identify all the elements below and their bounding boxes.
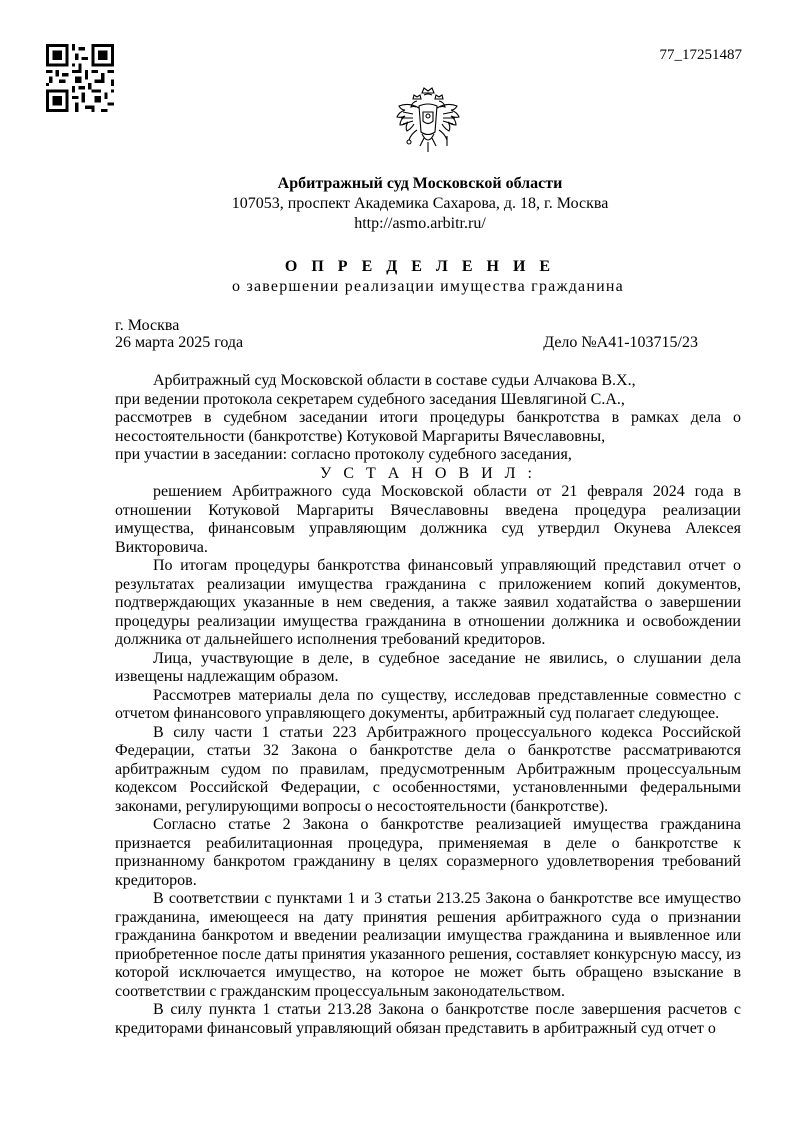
ustanovil-heading: У С Т А Н О В И Л : — [320, 464, 536, 482]
intro-line: при участии в заседании: согласно протоколу судебного заседания, — [115, 446, 572, 463]
document-title: О П Р Е Д Е Л Е Н И Е — [284, 258, 556, 275]
intro-line: Арбитражный суд Московской области в составе судьи Алчакова В.Х., — [153, 372, 636, 389]
paragraph: В силу части 1 статьи 223 Арбитражного процессуального кодекса Российской Федерации, статьи 32 Закона о банкротстве дела о банкротстве рассматриваются арбитражным судом по правилам, предусмотренным Арбитражным процессуальным кодексом Российской Федерации, с особенностями, установленными федеральными законами, регулирующими вопросы о несостоятельности (банкротстве). — [115, 723, 741, 815]
paragraph: решением Арбитражного суда Московской области от 21 февраля 2024 года в отношении Котуковой Маргариты Вячеславовны введена процедура реализации имущества, финансовым управляющим должника суд утвердил Окунева Алексея Викторовича. — [115, 483, 741, 556]
coat-of-arms-icon — [391, 84, 465, 162]
court-website: http://asmo.arbitr.ru/ — [354, 215, 486, 232]
paragraph: В соответствии с пунктами 1 и 3 статьи 213.25 Закона о банкротстве все имущество гражданина, имеющееся на дату принятия решения арбитражного суда о признании гражданина банкротом и введении реализации имущества гражданина и выявленное или приобретенное после даты принятия указанного решения, составляет конкурсную массу, из которой исключается имущество, на которое не может быть обращено взыскание в соответствии с гражданским процессуальным законодательством. — [115, 890, 741, 1000]
court-address: 107053, проспект Академика Сахарова, д. 18, г. Москва — [231, 195, 609, 212]
document-date: 26 марта 2025 года — [115, 334, 244, 351]
intro-line: рассмотрев в судебном заседании итоги процедуры банкротства в рамках дела о несостоятельности (банкротстве) Котуковой Маргариты Вячеславовны, — [115, 409, 741, 445]
document-subtitle: о завершении реализации имущества гражданина — [232, 278, 624, 295]
qr-code-icon — [46, 44, 114, 112]
case-number: Дело №А41-103715/23 — [543, 334, 698, 351]
document-body — [115, 372, 741, 1038]
paragraph: Лица, участвующие в деле, в судебное заседание не явились, о слушании дела извещены надлежащим образом. — [115, 649, 741, 685]
paragraph: В силу пункта 1 статьи 213.28 Закона о банкротстве после завершения расчетов с кредиторами финансовый управляющий обязан представить в арбитражный суд отчет о — [115, 1001, 741, 1037]
court-name: Арбитражный суд Московской области — [277, 175, 563, 192]
paragraph: Рассмотрев материалы дела по существу, исследовав представленные совместно с отчетом финансового управляющего документы, арбитражный суд полагает следующее. — [115, 686, 741, 722]
intro-line: при ведении протокола секретарем судебного заседания Шевлягиной С.А., — [115, 390, 625, 408]
paragraph: Согласно статье 2 Закона о банкротстве реализацией имущества гражданина признается реабилитационная процедура, применяемая в деле о банкротстве к признанному банкротом гражданину в целях соразмерного удовлетворения требований кредиторов. — [115, 816, 741, 889]
document-number: 77_17251487 — [659, 47, 742, 63]
court-header — [0, 174, 800, 234]
document-city: г. Москва — [115, 317, 180, 334]
paragraph: По итогам процедуры банкротства финансовый управляющий представил отчет о результатах реализации имущества гражданина с приложением копий документов, подтверждающих указанные в нем сведения, а также заявил ходатайства о завершении процедуры реализации имущества гражданина в отношении должника и освобождении должника от дальнейшего исполнения требований кредиторов. — [115, 557, 741, 648]
